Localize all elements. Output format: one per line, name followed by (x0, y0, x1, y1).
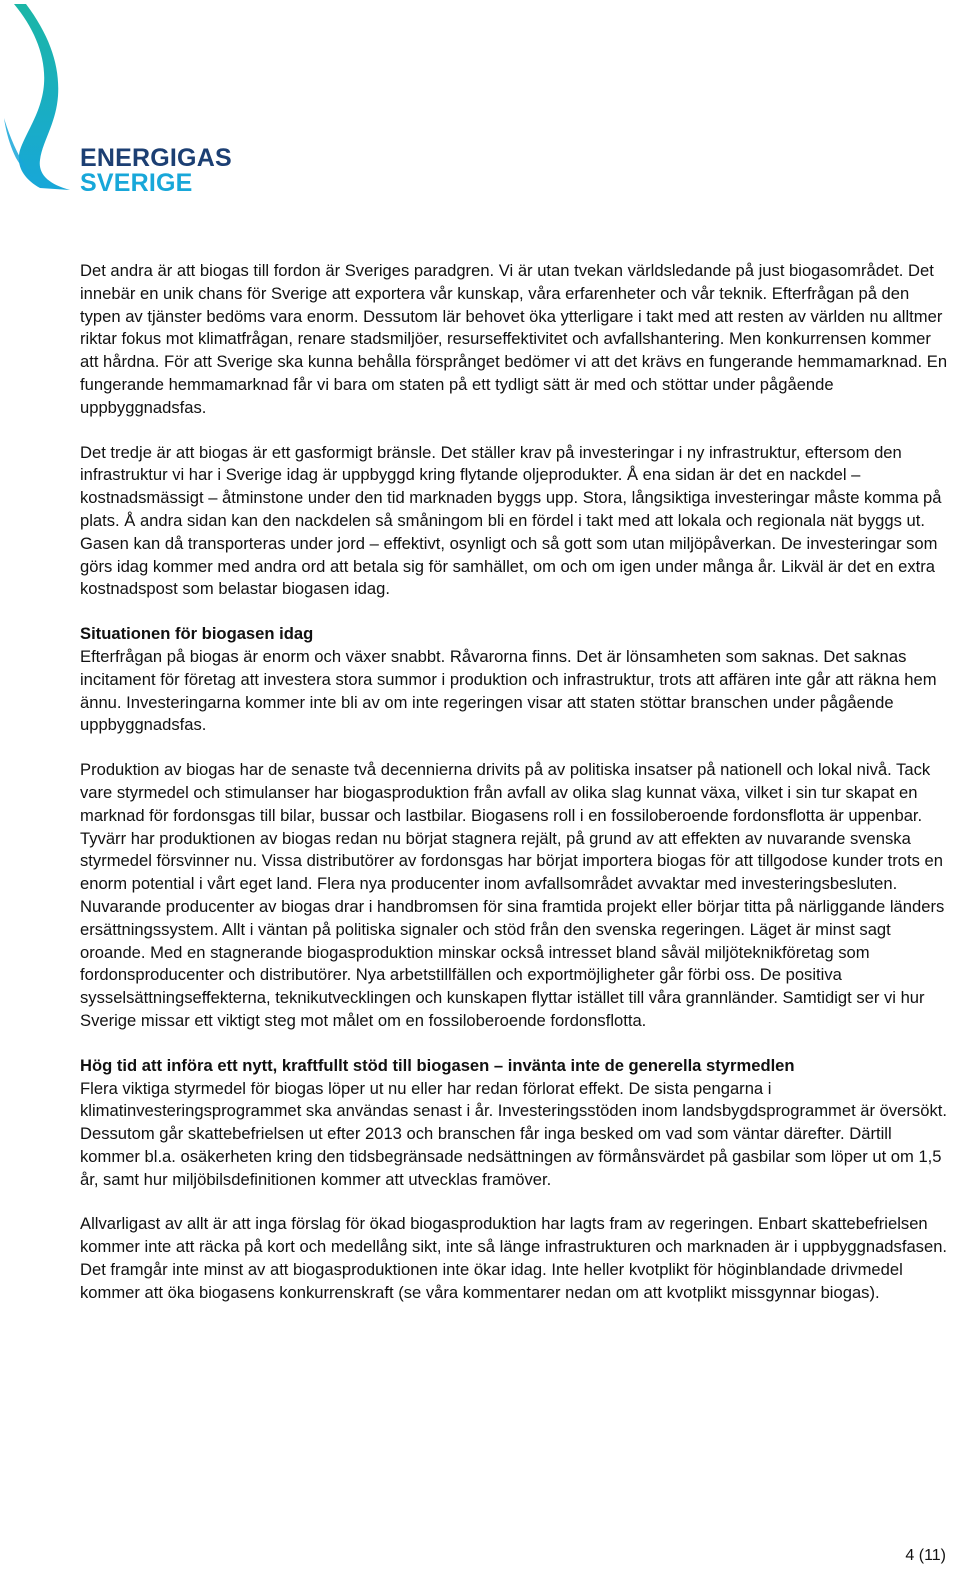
section-heading-situation: Situationen för biogasen idag (80, 624, 314, 644)
section-heading-support: Hög tid att införa ett nytt, kraftfullt stöd till biogasen – invänta inte de generella styrmedlen (80, 1055, 795, 1075)
section-situation (80, 623, 952, 1033)
logo-wordmark-line2: SVERIGE (80, 169, 193, 197)
document-body (80, 260, 952, 1327)
paragraph-situation-2: Produktion av biogas har de senaste två decennierna drivits på av politiska insatser på nationell och lokal nivå. Tack vare styrmedel och stimulanser har biogasproduktion från avfall av olika slag kunnat växa, vilket i sin tur skapat en marknad för fordonsgas till bilar, bussar och lastbilar. Biogasens roll i en fossiloberoende fordonsflotta är uppenbar. Tyvärr har produktionen av biogas redan nu börjat stagnera rejält, på grund av att effekten av nuvarande svenska styrmedel försvinner nu. Vissa distributörer av fordonsgas har börjat importera biogas för att tillgodose kunder trots en enorm potential i vårt eget land. Flera nya producenter inom avfallsområdet avvaktar med investeringsbesluten. Nuvarande producenter av biogas drar i handbromsen för sina framtida projekt eller börjar titta på närliggande länders ersättningssystem. Allt i väntan på politiska signaler och stöd från den svenska regeringen. Läget är minst sagt oroande. Med en stagnerande biogasproduktion minskar också intresset bland såväl miljöteknikföretag som fordonsproducenter och distributörer. Nya arbetstillfällen och exportmöjligheter går förbi oss. De positiva sysselsättningseffekterna, teknikutvecklingen och kunskapen flyttar istället till våra grannländer. Samtidigt ser vi hur Sverige missar ett viktigt steg mot målet om en fossiloberoende fordonsflotta. (80, 760, 945, 1030)
energigas-sverige-logo (0, 0, 240, 205)
paragraph-support-2: Allvarligast av allt är att inga förslag för ökad biogasproduktion har lagts fram av regeringen. Enbart skattebefrielsen kommer inte att räcka på kort och medellång sikt, inte så länge infrastrukturen och marknaden är i uppbyggnadsfasen. Det framgår inte minst av att biogasproduktionen inte ökar idag. Inte heller kvotplikt för höginblandade drivmedel kommer att öka biogasens konkurrenskraft (se våra kommentarer nedan om att kvotplikt missgynnar biogas). (80, 1214, 948, 1302)
logo-swoosh-icon (0, 0, 80, 200)
section-support (80, 1055, 952, 1305)
paragraph-support-1: Flera viktiga styrmedel för biogas löper ut nu eller har redan förlorat effekt. De sista pengarna i klimatinvesteringsprogrammet ska användas senast i år. Investeringsstöden inom landsbygdsprogrammet är översökt. Dessutom går skattebefrielsen ut efter 2013 och branschen får inga besked om vad som väntar därefter. Därtill kommer bl.a. osäkerheten kring den tidsbegränsade nedsättningen av förmånsvärdet på gasbilar som löper ut om 1,5 år, samt hur miljöbilsdefinitionen kommer att utvecklas framöver. (80, 1078, 947, 1189)
logo-wordmark-line1: ENERGIGAS (80, 144, 232, 172)
paragraph-intro-second-point: Det andra är att biogas till fordon är Sveriges paradgren. Vi är utan tvekan världsledande på just biogasområdet. Det innebär en unik chans för Sverige att exportera vår kunskap, våra erfarenheter och vår teknik. Efterfrågan på den typen av tjänster bedöms vara enorm. Dessutom lär behovet öka ytterligare i takt med att resten av världen nu alltmer riktar fokus mot klimatfrågan, renare stadsmiljöer, resurseffektivitet och avfallshantering. Men konkurrensen kommer att hårdna. För att Sverige ska kunna behålla försprånget bedömer vi att det krävs en fungerande hemmamarknad. En fungerande hemmamarknad får vi bara om staten på ett tydligt sätt är med och stöttar under pågående uppbyggnadsfas. (80, 261, 948, 417)
paragraph-situation-1: Efterfrågan på biogas är enorm och växer snabbt. Råvarorna finns. Det är lönsamheten som saknas. Det saknas incitament för företag att investera stora summor i produktion och infrastruktur, trots att affären inte går att räkna hem ännu. Investeringarna kommer inte bli av om inte regeringen visar att staten stöttar branschen under pågående uppbyggnadsfas. (80, 646, 937, 735)
page-number: 4 (11) (905, 1547, 946, 1564)
paragraph-third-point: Det tredje är att biogas är ett gasformigt bränsle. Det ställer krav på investeringar i ny infrastruktur, eftersom den infrastruktur vi har i Sverige idag är uppbyggd kring flytande oljeprodukter. Å ena sidan är det en nackdel – kostnadsmässigt – åtminstone under den tid marknaden byggs upp. Stora, långsiktiga investeringar måste komma på plats. Å andra sidan kan den nackdelen så småningom bli en fördel i takt med att lokala och regionala nät byggs ut. Gasen kan då transporteras under jord – effektivt, osynligt och så gott som utan miljöpåverkan. De investeringar som görs idag kommer med andra ord att betala sig för samhället, om och om igen under många år. Likväl är det en extra kostnadspost som belastar biogasen idag. (80, 442, 942, 599)
